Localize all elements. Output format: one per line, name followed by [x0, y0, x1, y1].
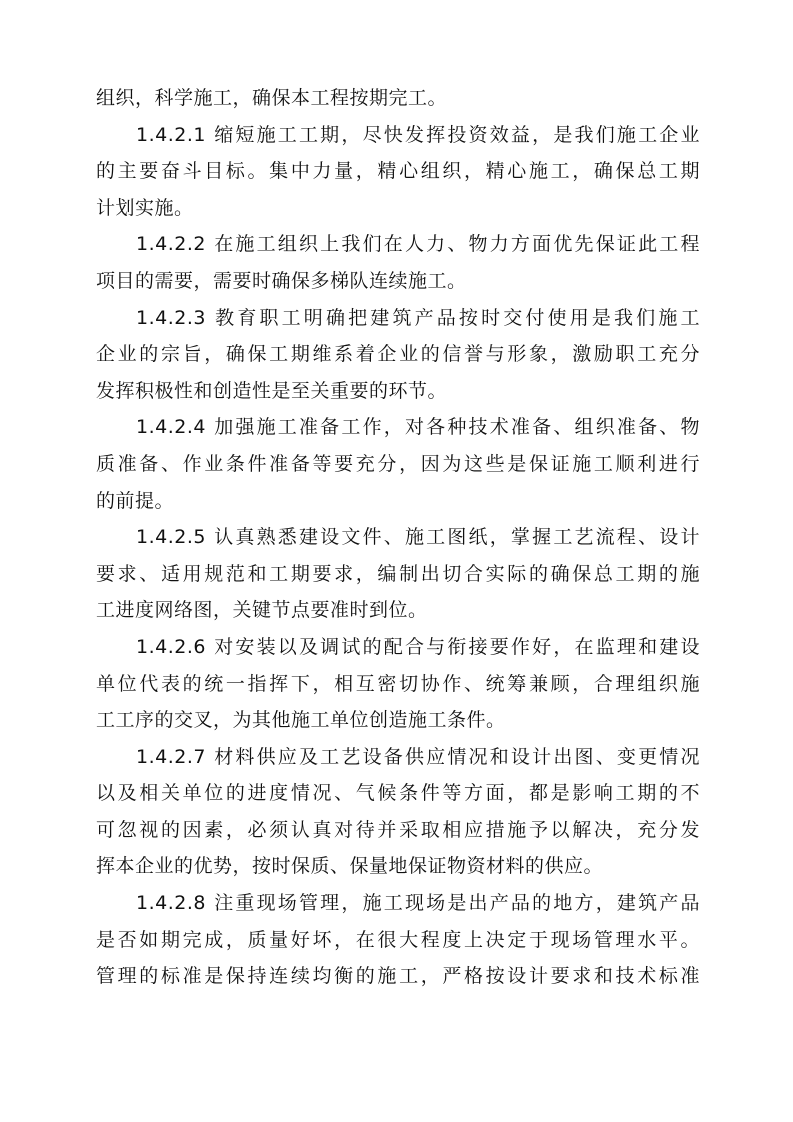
paragraph-heading-line: 1.4.2.6 对安装以及调试的配合与衔接要作好，在监理和建设: [136, 635, 700, 658]
paragraph-heading-line: 1.4.2.8 注重现场管理，施工现场是出产品的地方，建筑产品: [136, 892, 700, 915]
paragraph-heading-line: 1.4.2.5 认真熟悉建设文件、施工图纸，掌握工艺流程、设计: [136, 526, 700, 549]
text-line: 质准备、作业条件准备等要充分，因为这些是保证施工顺利进行: [96, 452, 700, 475]
text-line: 挥本企业的优势，按时保质、保量地保证物资材料的供应。: [96, 855, 604, 878]
text-line: 组织，科学施工，确保本工程按期完工。: [96, 87, 448, 109]
text-line: 是否如期完成，质量好坏，在很大程度上决定于现场管理水平。: [96, 928, 700, 951]
paragraph-heading-line: 1.4.2.7 材料供应及工艺设备供应情况和设计出图、变更情况: [136, 745, 700, 768]
text-line: 项目的需要，需要时确保多梯队连续施工。: [96, 269, 467, 292]
paragraph-heading-line: 1.4.2.4 加强施工准备工作，对各种技术准备、组织准备、物: [136, 416, 700, 439]
paragraph-heading-line: 1.4.2.2 在施工组织上我们在人力、物力方面优先保证此工程: [136, 233, 700, 256]
text-line: 以及相关单位的进度情况、气候条件等方面，都是影响工期的不: [96, 782, 700, 805]
text-line: 单位代表的统一指挥下，相互密切协作、统筹兼顾，合理组织施: [96, 672, 700, 695]
text-line: 的主要奋斗目标。集中力量，精心组织，精心施工，确保总工期: [96, 160, 700, 183]
text-line: 工进度网络图，关键节点要准时到位。: [96, 599, 428, 622]
text-line: 要求、适用规范和工期要求，编制出切合实际的确保总工期的施: [96, 562, 700, 585]
text-line: 发挥积极性和创造性是至关重要的环节。: [96, 379, 448, 402]
text-line: 可忽视的因素，必须认真对待并采取相应措施予以解决，充分发: [96, 818, 700, 841]
text-line: 管理的标准是保持连续均衡的施工，严格按设计要求和技术标准: [96, 965, 700, 988]
text-line: 计划实施。: [96, 196, 194, 219]
paragraph-heading-line: 1.4.2.1 缩短施工工期，尽快发挥投资效益，是我们施工企业: [136, 123, 700, 146]
text-line: 的前提。: [96, 489, 175, 512]
paragraph-heading-line: 1.4.2.3 教育职工明确把建筑产品按时交付使用是我们施工: [136, 306, 700, 329]
document-body: [96, 80, 700, 995]
text-line: 工工序的交叉，为其他施工单位创造施工条件。: [96, 709, 506, 732]
text-line: 企业的宗旨，确保工期维系着企业的信誉与形象，激励职工充分: [96, 343, 700, 366]
